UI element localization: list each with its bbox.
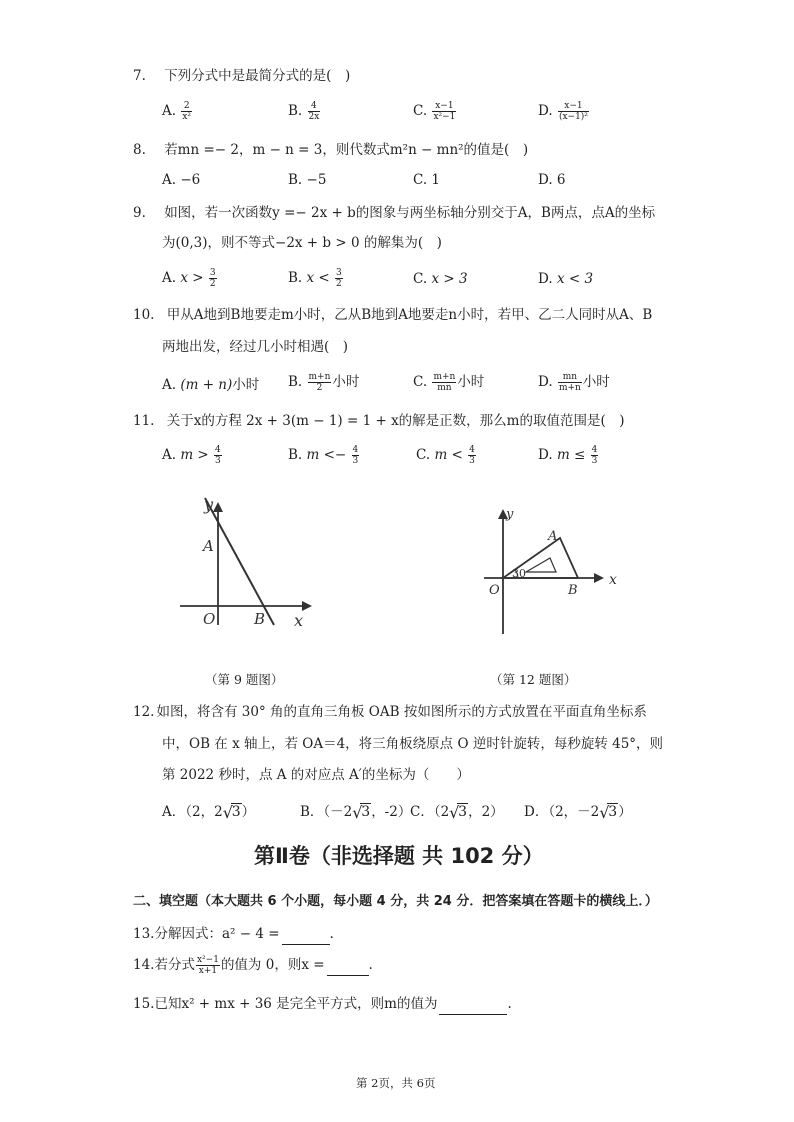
q7-option-d[interactable] (538, 101, 590, 122)
option-label: D. (538, 103, 553, 119)
sqrt: √ 3 (222, 803, 241, 822)
label-x: x (294, 611, 304, 630)
fraction: $\frac{4}{3}$ (352, 445, 359, 466)
fraction: $\frac{3}{2}$ (336, 268, 342, 289)
q12-option-b[interactable]: B．（－2 √ 3，-2） (300, 803, 412, 822)
q12-option-d[interactable]: D．（2，－2 √ 3） (524, 803, 632, 822)
q9-option-a[interactable]: A. x > $\frac{3}{2}$ (162, 268, 216, 289)
question-number: 13. (133, 926, 155, 942)
question-text-line2: 两地出发，经过几小时相遇( ) (162, 339, 349, 355)
q9-option-b[interactable]: B. x < $\frac{3}{2}$ (288, 268, 342, 289)
label-b: B (254, 610, 266, 628)
fraction: $\frac{m+n}{mn}$ (433, 372, 456, 393)
fraction: $\frac{x-1}{\text{x²−1}}$ (433, 101, 456, 122)
figure-q9-caption: （第 9 题图） (205, 672, 284, 687)
q10-option-a[interactable]: A. (m + n)小时 (162, 377, 260, 393)
q10-option-c[interactable]: C. $\frac{m+n}{mn}$ 小时 (413, 372, 485, 393)
question-11 (133, 411, 625, 431)
q11-option-d[interactable]: D. m ≤ $\frac{4}{3}$ (538, 445, 598, 466)
q7-option-c[interactable] (413, 101, 457, 122)
answer-blank[interactable] (327, 955, 369, 976)
figure-q12 (478, 500, 628, 640)
question-text-line3: 第 2022 秒时，点 A 的对应点 A′的坐标为（ ） (162, 767, 470, 783)
x-axis-arrow (302, 601, 312, 611)
question-number: 14. (133, 957, 155, 973)
label-y: y (506, 507, 514, 522)
q10-option-b[interactable]: B. $\frac{m+n}{2}$ 小时 (288, 372, 360, 393)
label-a: A (548, 529, 558, 544)
fraction: $\frac{m+n}{2}$ (308, 372, 331, 393)
q7-option-b[interactable] (288, 101, 321, 122)
question-12 (133, 702, 647, 722)
q11-option-b[interactable]: B. m <− $\frac{4}{3}$ (288, 445, 359, 466)
fraction: $\frac{4}{3}$ (469, 445, 475, 466)
question-text: 关于x的方程 2x + 3(m − 1) = 1 + x的解是正数，那么m的取值范围是( ) (166, 413, 625, 429)
q11-option-a[interactable]: A. m > $\frac{4}{3}$ (162, 445, 221, 466)
question-number: 12. (133, 704, 155, 720)
question-text: 下列分式中是最简分式的是( ) (164, 68, 351, 84)
label-o: O (203, 610, 216, 628)
fraction: $\frac{3}{2}$ (209, 268, 216, 289)
option-label: C. (413, 103, 428, 119)
question-number: 15. (133, 996, 155, 1012)
question-number: 8. (133, 142, 146, 158)
part-title: 第Ⅱ卷（非选择题 共 102 分） (254, 844, 544, 868)
question-7 (133, 66, 350, 86)
fraction: $\frac{4}{2x}$ (308, 101, 320, 122)
question-10 (133, 305, 652, 325)
question-number: 7. (133, 68, 146, 84)
section-heading: 二、填空题（本大题共 6 个小题，每小题 4 分，共 24 分．把答案填在答题卡的横线上．） (133, 894, 658, 909)
question-text-line2: 为(0,3)，则不等式−2x + b > 0 的解集为( ) (162, 235, 442, 251)
q9-option-d[interactable]: D. x < 3 (538, 271, 594, 287)
question-text: 分解因式：a² − 4 = (154, 926, 280, 942)
question-13: 13.分解因式：a² − 4 = . (133, 924, 334, 945)
q11-option-c[interactable]: C. m < $\frac{4}{3}$ (416, 445, 475, 466)
sqrt: √ 3 (352, 803, 371, 822)
q7-option-a[interactable] (162, 101, 193, 122)
question-text-line1: 如图，将含有 30° 角的直角三角板 OAB 按如图所示的方式放置在平面直角坐标系 (156, 704, 647, 720)
question-14: 14.若分式 $\frac{\text{x²−1}}{x+1}$ 的值为 0，则x = . (133, 955, 373, 976)
figure-q12-caption: （第 12 题图） (490, 672, 577, 687)
fraction: $\frac{x-1}{\text{(x−1)²}}$ (558, 101, 588, 122)
sqrt: √ 3 (599, 803, 618, 822)
question-15: 15.已知x² + mx + 36 是完全平方式，则m的值为 . (133, 994, 512, 1015)
x-axis-arrow (594, 573, 604, 583)
fraction: $\frac{4}{3}$ (215, 445, 221, 466)
question-text-line1: 如图，若一次函数y =− 2x + b的图象与两坐标轴分别交于A，B两点，点A的坐标 (164, 205, 656, 221)
triangle-inner (526, 558, 556, 572)
label-b: B (568, 583, 578, 598)
question-text-line2: 中，OB 在 x 轴上，若 OA＝4，将三角板绕原点 O 逆时针旋转，每秒旋转 45°，则 (162, 736, 664, 752)
label-x: x (609, 572, 617, 588)
question-text-line1: 甲从A地到B地要走m小时，乙从B地到A地要走n小时，若甲、乙二人同时从A、B (166, 307, 653, 323)
q9-option-c[interactable]: C. x > 3 (413, 271, 468, 287)
question-text: 已知x² + mx + 36 是完全平方式，则m的值为 (154, 996, 438, 1012)
page-footer: 第 2页，共 6页 (356, 1076, 436, 1090)
question-number: 10. (133, 307, 155, 323)
q8-option-d[interactable]: D. 6 (538, 172, 566, 188)
option-label: B. (288, 103, 303, 119)
q8-option-b[interactable]: B. −5 (288, 172, 327, 188)
answer-blank[interactable] (282, 924, 330, 945)
fraction: $\frac{2}{\text{x²}}$ (182, 101, 192, 122)
sqrt: √ 3 (449, 803, 468, 822)
question-9 (133, 203, 655, 223)
fraction: $\frac{mn}{m+n}$ (558, 372, 581, 393)
label-a: A (203, 537, 214, 555)
label-y: y (204, 495, 214, 514)
q12-option-c[interactable]: C．（2 √ 3，2） (410, 803, 504, 822)
fraction: $\frac{\text{x²−1}}{x+1}$ (196, 955, 219, 976)
q10-option-d[interactable]: D. $\frac{mn}{m+n}$ 小时 (538, 372, 610, 393)
q8-option-c[interactable]: C. 1 (413, 172, 441, 188)
y-axis-arrow (213, 502, 223, 512)
fraction: $\frac{4}{3}$ (591, 445, 598, 466)
figure-q9 (170, 490, 320, 635)
option-label: A. (162, 103, 177, 119)
answer-blank[interactable] (439, 994, 507, 1015)
q12-option-a[interactable]: A．（2，2 √ 3） (162, 803, 256, 822)
question-text: 若mn =− 2，m − n = 3，则代数式m²n − mn²的值是( ) (164, 142, 529, 158)
label-o: O (489, 583, 500, 598)
question-number: 9. (133, 205, 146, 221)
q8-option-a[interactable]: A. −6 (162, 172, 201, 188)
label-angle: 30 (512, 567, 526, 580)
question-8 (133, 140, 528, 160)
question-number: 11. (133, 413, 155, 429)
